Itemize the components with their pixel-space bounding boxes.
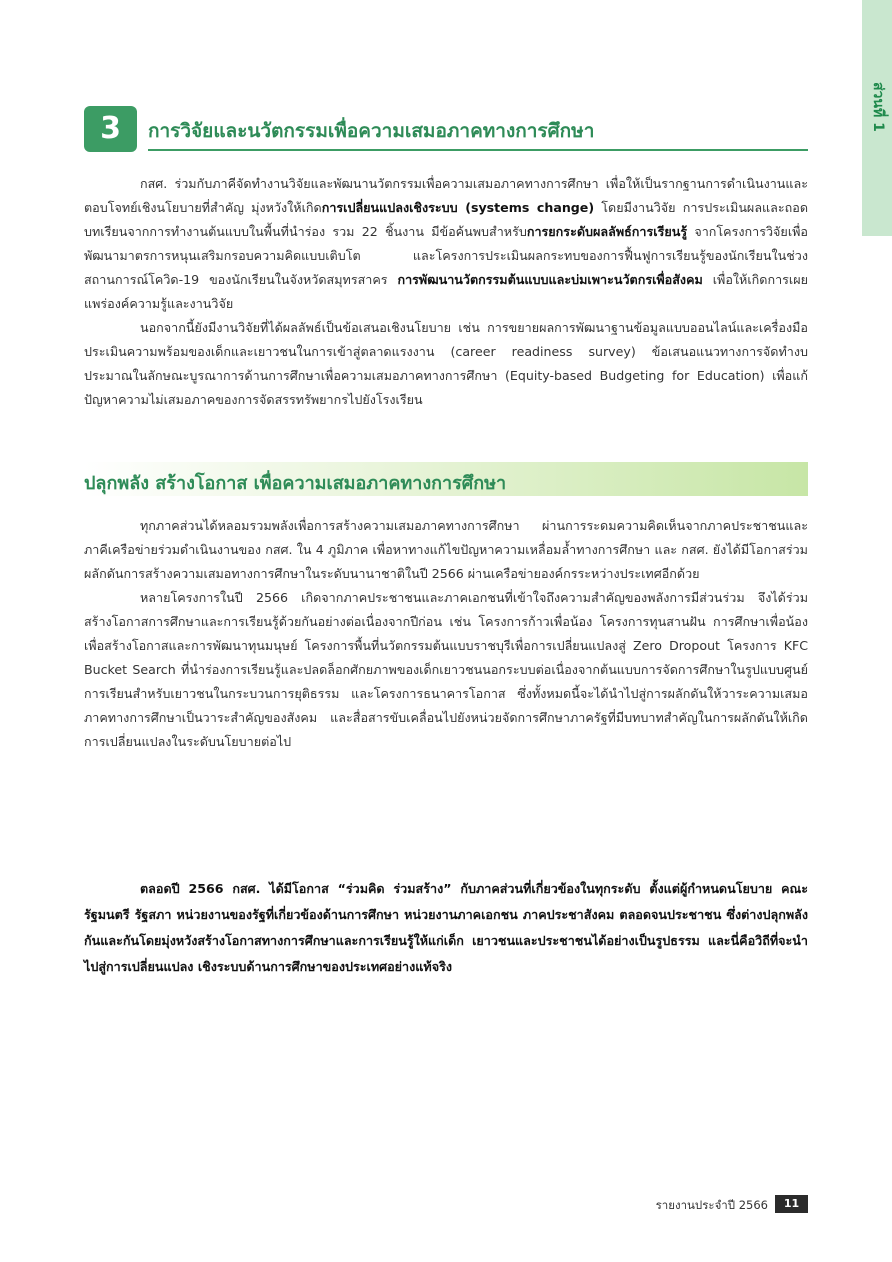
section-title: การวิจัยและนวัตกรรมเพื่อความเสมอภาคทางการศึกษา	[148, 120, 595, 142]
section-title-rule	[148, 149, 808, 151]
subsection-body	[84, 514, 808, 754]
section-header	[84, 106, 808, 152]
emphasis-systems-change: การเปลี่ยนแปลงเชิงระบบ (systems change)	[321, 200, 595, 215]
closing-paragraph: ตลอดปี 2566 กสศ. ได้มีโอกาส “ร่วมคิด ร่วมสร้าง” กับภาคส่วนที่เกี่ยวข้องในทุกระดับ ตั้งแต่ผู้กำหนดนโยบาย คณะรัฐมนตรี รัฐสภา หน่วยงานของรัฐที่เกี่ยวข้องด้านการศึกษา หน่วยงานภาคเอกชน ภาคประชาสังคม ตลอดจนประชาชน ซึ่งต่างปลุกพลังกันและกันโดยมุ่งหวังสร้างโอกาสทางการศึกษาและการเรียนรู้ให้แก่เด็ก เยาวชนและประชาชนได้อย่างเป็นรูปธรรม และนี่คือวิถีที่จะนำไปสู่การเปลี่ยนแปลง เชิงระบบด้านการศึกษาของประเทศอย่างแท้จริง	[84, 881, 808, 974]
section-paragraph-1: กสศ. ร่วมกับภาคีจัดทำงานวิจัยและพัฒนานวัตกรรมเพื่อความเสมอภาคทางการศึกษา เพื่อให้เป็นรากฐานการดำเนินงานและตอบโจทย์เชิงนโยบายที่สำคัญ มุ่งหวังให้เกิดการเปลี่ยนแปลงเชิงระบบ (systems change) โดยมีงานวิจัย การประเมินผลและถอดบทเรียนจากการทำงานต้นแบบในพื้นที่นำร่อง รวม 22 ชิ้นงาน มีข้อค้นพบสำหรับการยกระดับผลลัพธ์การเรียนรู้ จากโครงการวิจัยเพื่อพัฒนามาตรการหนุนเสริมกรอบความคิดแบบเติบโต และโครงการประเมินผลกระทบของการฟื้นฟูการเรียนรู้ของนักเรียนในช่วงสถานการณ์โควิด-19 ของนักเรียนในจังหวัดสมุทรสาคร การพัฒนานวัตกรรมต้นแบบและบ่มเพาะนวัตกรเพื่อสังคม เพื่อให้เกิดการเผยแพร่องค์ความรู้และงานวิจัย	[84, 176, 808, 311]
footer-report-label: รายงานประจำปี 2566	[655, 1198, 768, 1212]
section-paragraph-2: นอกจากนี้ยังมีงานวิจัยที่ได้ผลลัพธ์เป็นข้อเสนอเชิงนโยบาย เช่น การขยายผลการพัฒนาฐานข้อมูลแบบออนไลน์และเครื่องมือประเมินความพร้อมของเด็กและเยาวชนในการเข้าสู่ตลาดแรงงาน (career readiness survey) ข้อเสนอแนวทางการจัดทำงบประมาณในลักษณะบูรณาการด้านการศึกษาเพื่อความเสมอภาคทางการศึกษา (Equity-based Budgeting for Education) เพื่อแก้ปัญหาความไม่เสมอภาคของการจัดสรรทรัพยากรไปยังโรงเรียน	[84, 320, 808, 407]
subsection-paragraph-2: หลายโครงการในปี 2566 เกิดจากภาคประชาชนและภาคเอกชนที่เข้าใจถึงความสำคัญของพลังการมีส่วนร่วม จึงได้ร่วมสร้างโอกาสการศึกษาและการเรียนรู้ด้วยกันอย่างต่อเนื่องจากปีก่อน เช่น โครงการก้าวเพื่อน้อง โครงการทุนสานฝัน การศึกษาเพื่อน้องเพื่อสร้างโอกาสและการพัฒนาทุนมนุษย์ โครงการพื้นที่นวัตกรรมต้นแบบราชบุรีเพื่อการเปลี่ยนแปลงสู่ Zero Dropout โครงการ KFC Bucket Search ที่นำร่องการเรียนรู้และปลดล็อกศักยภาพของเด็กเยาวชนนอกระบบต่อเนื่องจากต้นแบบการจัดการศึกษาในรูปแบบศูนย์การเรียนสำหรับเยาวชนในกระบวนการยุติธรรม และโครงการธนาคารโอกาส ซึ่งทั้งหมดนี้จะได้นำไปสู่การผลักดันให้วาระความเสมอภาคทางการศึกษาเป็นวาระสำคัญของสังคม และสื่อสารขับเคลื่อนไปยังหน่วยจัดการศึกษาภาครัฐที่มีบทบาทสำคัญในการผลักดันให้เกิดการเปลี่ยนแปลงในระดับนโยบายต่อไป	[84, 590, 808, 749]
section-side-tab	[862, 0, 892, 236]
subsection-title: ปลุกพลัง สร้างโอกาส เพื่อความเสมอภาคทางการศึกษา	[84, 473, 507, 494]
section-body	[84, 172, 808, 412]
emphasis-learning-outcomes: การยกระดับผลลัพธ์การเรียนรู้	[526, 224, 688, 239]
section-number-badge: 3	[84, 106, 137, 152]
subsection-paragraph-1: ทุกภาคส่วนได้หลอมรวมพลังเพื่อการสร้างความเสมอภาคทางการศึกษา ผ่านการระดมความคิดเห็นจากภาคประชาชนและภาคีเครือข่ายร่วมดำเนินงานของ กสศ. ใน 4 ภูมิภาค เพื่อหาทางแก้ไขปัญหาความเหลื่อมล้ำทางการศึกษา และ กสศ. ยังได้มีโอกาสร่วมผลักดันการสร้างความเสมอทางการศึกษาในระดับนานาชาติในปี 2566 ผ่านเครือข่ายองค์กรระหว่างประเทศอีกด้วย	[84, 518, 808, 581]
closing-statement	[84, 876, 808, 980]
page-footer	[600, 1195, 808, 1215]
page-number: 11	[775, 1195, 808, 1213]
side-tab-label: ส่วนที่ 1	[870, 82, 886, 132]
emphasis-social-innovation: การพัฒนานวัตกรรมต้นแบบและบ่มเพาะนวัตกรเพื่อสังคม	[397, 272, 703, 287]
subsection-header	[84, 462, 808, 496]
